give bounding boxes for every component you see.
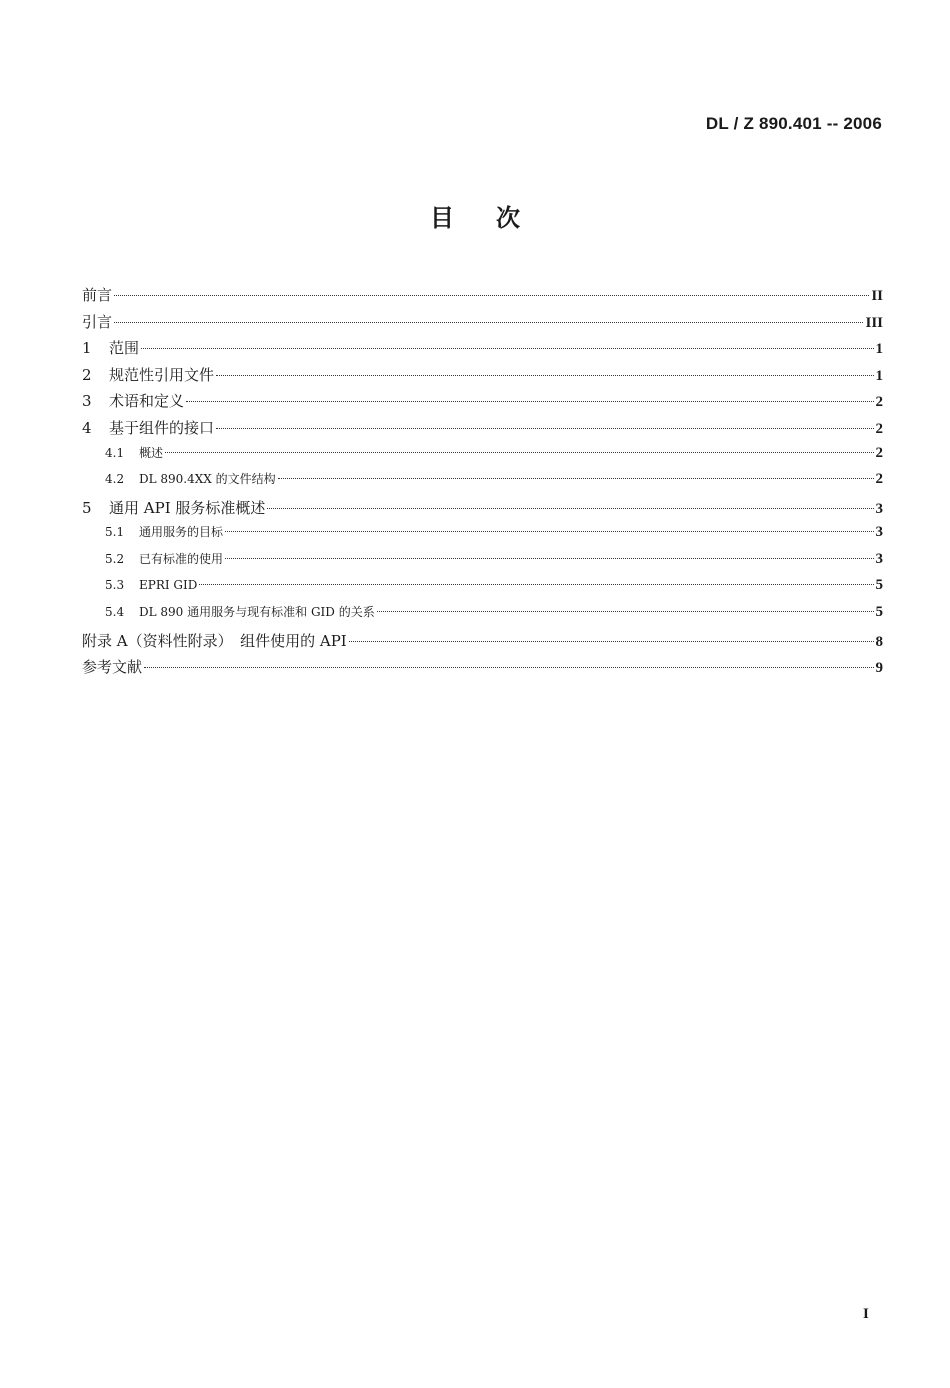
page-title: 目次 bbox=[430, 204, 562, 232]
toc-dot-leader bbox=[216, 428, 873, 429]
toc-entry-title: DL 890 通用服务与现有标准和 GID 的关系 bbox=[139, 605, 375, 620]
toc-dot-leader bbox=[225, 531, 873, 532]
toc-entry-number: 3 bbox=[82, 392, 92, 411]
toc-entry-title: 附录 A（资料性附录） 组件使用的 API bbox=[82, 631, 347, 650]
toc-entry[interactable] bbox=[82, 390, 883, 417]
toc-dot-leader bbox=[278, 478, 874, 479]
toc-entry-title: 已有标准的使用 bbox=[139, 551, 224, 566]
toc-dot-leader bbox=[141, 348, 873, 349]
toc-entry-page: 2 bbox=[875, 420, 883, 437]
toc-entry-title: 参考文献 bbox=[82, 658, 143, 677]
toc-entry-page: 1 bbox=[875, 341, 883, 358]
toc-entry-title: 通用 API 服务标准概述 bbox=[109, 498, 266, 517]
toc-dot-leader bbox=[225, 558, 873, 559]
toc-entry-number: 4 bbox=[82, 418, 92, 437]
toc-entry-title: 引言 bbox=[82, 312, 113, 331]
toc-entry[interactable] bbox=[82, 577, 883, 604]
toc-entry[interactable] bbox=[82, 656, 883, 683]
toc-dot-leader bbox=[349, 641, 874, 642]
toc-entry-number: 4.2 bbox=[105, 472, 125, 487]
toc-entry-number: 5.1 bbox=[105, 525, 125, 540]
toc-entry-page: 3 bbox=[875, 524, 883, 541]
standard-code: DL / Z 890.401 -- 2006 bbox=[705, 114, 882, 133]
toc-dot-leader bbox=[114, 295, 869, 296]
toc-entry-page: 5 bbox=[875, 576, 883, 593]
toc-entry-number: 4.1 bbox=[105, 445, 125, 460]
toc-entry[interactable] bbox=[82, 311, 883, 338]
toc-entry[interactable] bbox=[82, 497, 883, 524]
toc-entry[interactable] bbox=[82, 364, 883, 391]
toc-entry-number: 2 bbox=[82, 365, 92, 384]
toc-entry-page: 3 bbox=[875, 550, 883, 567]
toc-entry[interactable] bbox=[82, 444, 883, 471]
toc-entry-page: 1 bbox=[875, 367, 883, 384]
toc-entry[interactable] bbox=[82, 630, 883, 657]
toc-entry-number: 5.2 bbox=[105, 551, 125, 566]
toc-entry[interactable] bbox=[82, 284, 883, 311]
toc-entry[interactable] bbox=[82, 470, 883, 497]
toc-entry-page: 3 bbox=[875, 500, 883, 517]
toc-entry-page: 9 bbox=[875, 660, 883, 677]
toc-entry-number: 5.3 bbox=[105, 577, 125, 592]
toc-entry-title: 术语和定义 bbox=[109, 392, 185, 411]
toc-entry-page: 2 bbox=[875, 394, 883, 411]
toc-entry-page: 8 bbox=[875, 633, 883, 650]
toc-dot-leader bbox=[216, 375, 873, 376]
toc-entry-page: II bbox=[871, 288, 883, 304]
toc-entry-page: 2 bbox=[875, 444, 883, 461]
toc-entry-number: 1 bbox=[82, 339, 92, 358]
toc-entry-title: 概述 bbox=[139, 445, 164, 460]
page-number: I bbox=[863, 1306, 869, 1322]
toc-entry-title: 范围 bbox=[109, 339, 140, 358]
table-of-contents bbox=[82, 284, 883, 683]
toc-entry-title: DL 890.4XX 的文件结构 bbox=[139, 472, 276, 487]
toc-entry-title: 规范性引用文件 bbox=[109, 365, 215, 384]
toc-dot-leader bbox=[186, 401, 873, 402]
toc-entry[interactable] bbox=[82, 417, 883, 444]
toc-entry[interactable] bbox=[82, 550, 883, 577]
toc-dot-leader bbox=[199, 584, 873, 585]
toc-entry[interactable] bbox=[82, 337, 883, 364]
toc-dot-leader bbox=[114, 322, 863, 323]
toc-entry-page: 2 bbox=[875, 471, 883, 488]
toc-dot-leader bbox=[165, 452, 873, 453]
toc-entry[interactable] bbox=[82, 603, 883, 630]
toc-entry-title: 通用服务的目标 bbox=[139, 525, 224, 540]
toc-entry[interactable] bbox=[82, 523, 883, 550]
toc-entry-title: 前言 bbox=[82, 286, 113, 304]
toc-entry-number: 5.4 bbox=[105, 605, 125, 620]
toc-entry-page: 5 bbox=[875, 604, 883, 621]
toc-dot-leader bbox=[377, 611, 874, 612]
toc-entry-page: III bbox=[865, 314, 883, 331]
toc-entry-title: 基于组件的接口 bbox=[109, 418, 215, 437]
toc-dot-leader bbox=[267, 508, 873, 509]
toc-entry-number: 5 bbox=[82, 498, 92, 517]
toc-entry-title: EPRI GID bbox=[139, 577, 198, 592]
toc-dot-leader bbox=[144, 667, 873, 668]
